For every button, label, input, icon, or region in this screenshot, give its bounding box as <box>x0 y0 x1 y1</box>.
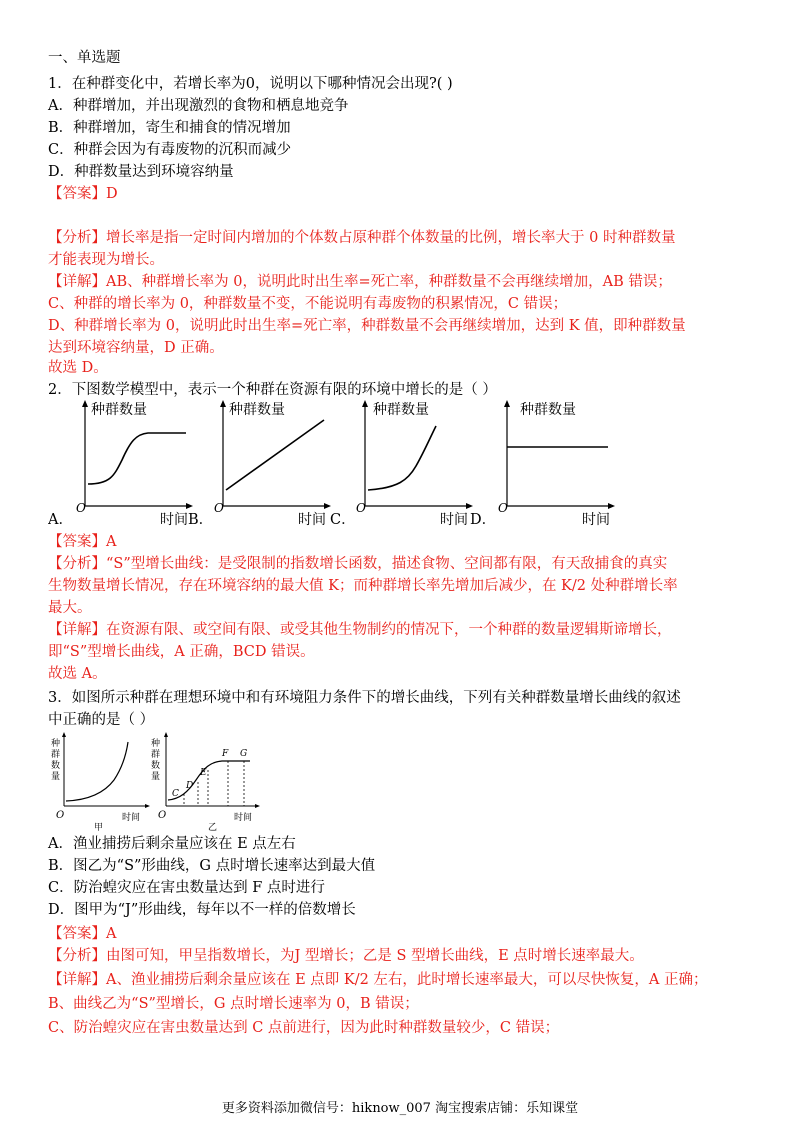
q2-stem: 2．下图数学模型中，表示一个种群在资源有限的环境中增长的是（ ） <box>48 382 497 398</box>
point-label-f: F <box>222 749 229 759</box>
q2-analysis-line: 最大。 <box>48 600 92 616</box>
graph-xlabel: 时间 <box>440 512 468 526</box>
q1-option-d: D．种群数量达到环境容纳量 <box>48 164 234 180</box>
graph-origin: O <box>76 501 86 515</box>
q2-detail-line: 故选 A。 <box>48 666 107 682</box>
figure-ylabel: 群 <box>151 750 161 760</box>
option-letter: C． <box>330 512 356 526</box>
figure-ylabel: 数 <box>51 761 61 771</box>
q1-detail-line: C、种群的增长率为 0，种群数量不变，不能说明有毒废物的积累情况，C 错误； <box>48 296 568 312</box>
q2-graph-b <box>186 400 331 526</box>
section-title: 一、单选题 <box>48 50 121 66</box>
q2-analysis-line: 【分析】“S”型增长曲线：是受限制的指数增长函数，描述食物、空间都有限，有天敌捕食的真实 <box>48 556 668 572</box>
q3-detail-line: B、曲线乙为“S”型增长，G 点时增长速率为 0，B 错误； <box>48 996 419 1012</box>
option-letter: D． <box>470 512 497 526</box>
page-footer: 更多资料添加微信号：hiknow_007 淘宝搜索店铺：乐知课堂 <box>221 1101 579 1116</box>
graph-origin: O <box>214 501 224 515</box>
graph-origin: O <box>498 501 508 515</box>
q1-analysis-line: 才能表现为增长。 <box>48 252 164 268</box>
q3-stem-line: 3．如图所示种群在理想环境中和有环境阻力条件下的增长曲线，下列有关种群数量增长曲线的叙述 <box>48 690 681 706</box>
q1-option-a: A．种群增加，并出现激烈的食物和栖息地竞争 <box>48 98 349 114</box>
j-curve <box>66 742 128 801</box>
option-letter: B． <box>188 512 214 526</box>
figure-origin: O <box>56 810 65 821</box>
graph-xlabel: 时间 <box>160 512 188 526</box>
option-letter: A． <box>48 512 73 526</box>
graph-ylabel: 种群数量 <box>91 402 147 418</box>
q1-detail-line: 【详解】AB、种群增长率为 0，说明此时出生率=死亡率，种群数量不会再继续增加，AB 错误； <box>48 274 672 290</box>
s-curve <box>88 433 186 484</box>
graph-ylabel: 种群数量 <box>229 402 285 418</box>
figure-ylabel: 种 <box>51 739 61 749</box>
q1-detail-line: 达到环境容纳量，D 正确。 <box>48 340 224 356</box>
s-curve <box>168 761 250 800</box>
graph-ylabel: 种群数量 <box>520 402 576 418</box>
graph-xlabel: 时间 <box>298 512 326 526</box>
figure-ylabel: 量 <box>51 772 61 782</box>
q3-detail-line: C、防治蝗灾应在害虫数量达到 C 点前进行，因为此时种群数量较少，C 错误； <box>48 1020 560 1036</box>
q3-figure-jia <box>50 732 150 832</box>
q1-detail-line: 故选 D。 <box>48 360 108 376</box>
q3-stem-line: 中正确的是（ ） <box>48 712 155 728</box>
j-curve <box>368 426 436 490</box>
figure-caption: 乙 <box>208 823 218 832</box>
figure-ylabel: 数 <box>151 761 161 771</box>
graph-origin: O <box>356 501 366 515</box>
figure-origin: O <box>158 810 167 821</box>
q1-analysis-line: 【分析】增长率是指一定时间内增加的个体数占原种群个体数量的比例，增长率大于 0 时种群数量 <box>48 230 676 246</box>
point-label-d: D <box>186 781 194 791</box>
q1-option-b: B．种群增加，寄生和捕食的情况增加 <box>48 120 291 136</box>
figure-xlabel: 时间 <box>234 813 253 823</box>
q3-option-a: A．渔业捕捞后剩余量应该在 E 点左右 <box>48 836 296 852</box>
q2-graph-c <box>328 400 473 526</box>
graph-ylabel: 种群数量 <box>373 402 429 418</box>
q3-detail-line: 【详解】A、渔业捕捞后剩余量应该在 E 点即 K/2 左右，此时增长速率最大，可以尽快恢复，A 正确； <box>48 972 708 988</box>
point-label-g: G <box>240 749 248 759</box>
q2-detail-line: 即“S”型增长曲线，A 正确，BCD 错误。 <box>48 644 315 660</box>
q2-answer: 【答案】A <box>48 534 117 550</box>
figure-ylabel: 群 <box>51 750 61 760</box>
q1-detail-line: D、种群增长率为 0，说明此时出生率=死亡率，种群数量不会再继续增加，达到 K 值，即种群数量 <box>48 318 686 334</box>
graph-xlabel: 时间 <box>582 512 610 526</box>
q2-graph-d <box>470 400 615 526</box>
q1-option-c: C．种群会因为有毒废物的沉积而减少 <box>48 142 292 158</box>
q3-option-c: C．防治蝗灾应在害虫数量达到 F 点时进行 <box>48 880 325 896</box>
q2-analysis-line: 生物数量增长情况，存在环境容纳的最大值 K；而种群增长率先增加后减少，在 K/2 处种群增长率 <box>48 578 678 594</box>
q3-option-d: D．图甲为“J”形曲线，每年以不一样的倍数增长 <box>48 902 356 918</box>
figure-ylabel: 量 <box>151 772 161 782</box>
figure-xlabel: 时间 <box>122 813 141 823</box>
q3-analysis: 【分析】由图可知，甲呈指数增长，为J 型增长；乙是 S 型增长曲线，E 点时增长速率最大。 <box>48 948 644 964</box>
figure-ylabel: 种 <box>151 739 161 749</box>
point-label-e: E <box>200 768 207 778</box>
point-label-c: C <box>172 789 179 799</box>
q3-figure-yi <box>150 732 260 832</box>
q2-graph-a <box>48 400 193 526</box>
q3-answer: 【答案】A <box>48 926 117 942</box>
q1-answer: 【答案】D <box>48 186 118 202</box>
figure-caption: 甲 <box>94 823 104 832</box>
q3-option-b: B．图乙为“S”形曲线，G 点时增长速率达到最大值 <box>48 858 376 874</box>
q1-stem: 1．在种群变化中，若增长率为0，说明以下哪种情况会出现?( ) <box>48 76 453 92</box>
linear-line <box>226 420 324 490</box>
q2-detail-line: 【详解】在资源有限、或空间有限、或受其他生物制约的情况下，一个种群的数量逻辑斯谛增长， <box>48 622 672 638</box>
